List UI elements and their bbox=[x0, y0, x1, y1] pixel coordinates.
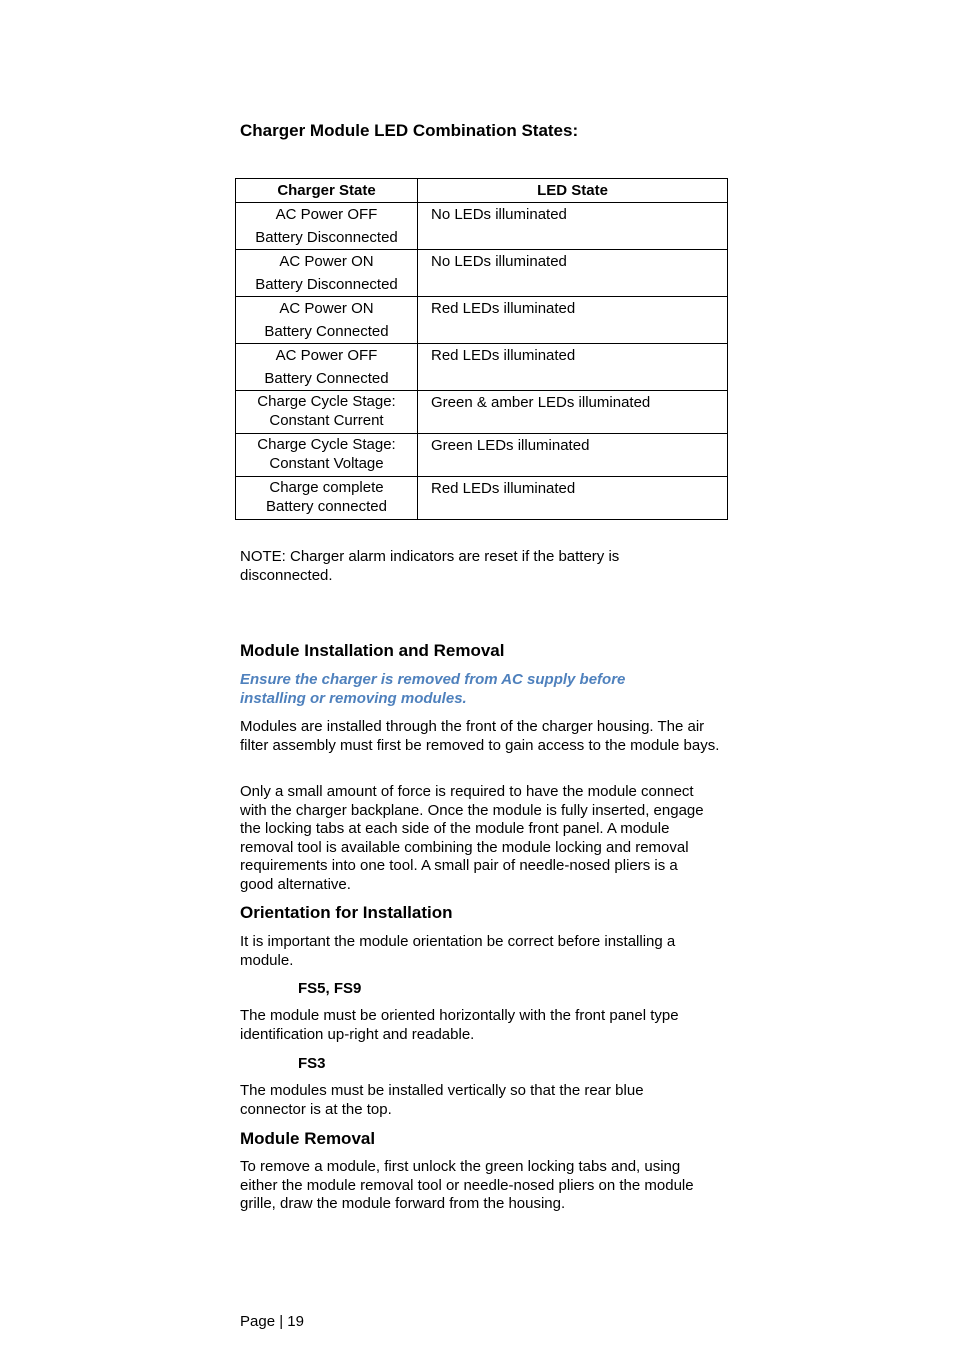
install-paragraph-1: Modules are installed through the front of the charger housing. The air filter assembly must first be removed to gain access to the module bays. bbox=[240, 718, 720, 754]
removal-text: To remove a module, first unlock the green locking tabs and, using either the module removal tool or needle-nosed pliers on the module grille, draw the module forward from the housing. bbox=[240, 1158, 694, 1212]
model-fs5-fs9-text: The module must be oriented horizontally with the front panel type identification up-right and readable. bbox=[240, 1007, 679, 1043]
model-fs5-fs9: FS5, FS9 bbox=[298, 980, 362, 997]
col-header-charger-state: Charger State bbox=[236, 179, 418, 203]
page-number: Page | 19 bbox=[240, 1313, 304, 1330]
install-paragraph-2: Only a small amount of force is required to have the module connect with the charger backplane. Once the module is fully inserted, engage the locking tabs at each side of the module front panel. A module removal tool is available combining the module locking and removal requirements into one tool. A small pair of needle-nosed pliers is a good alternative. bbox=[240, 783, 704, 893]
table-row: AC Power OFF Battery Disconnected No LEDs illuminated bbox=[236, 203, 728, 250]
battery-note: NOTE: Charger alarm indicators are reset if the battery is disconnected. bbox=[240, 548, 620, 584]
model-fs3-text: The modules must be installed vertically so that the rear blue connector is at the top. bbox=[240, 1082, 644, 1118]
table-row: Charge complete Battery connected Red LEDs illuminated bbox=[236, 477, 728, 520]
led-state-table bbox=[235, 178, 728, 520]
ac-supply-warning: Ensure the charger is removed from AC supply before installing or removing modules. bbox=[240, 671, 626, 707]
orientation-heading: Orientation for Installation bbox=[240, 903, 453, 922]
removal-heading: Module Removal bbox=[240, 1129, 376, 1148]
led-states-heading: Charger Module LED Combination States: bbox=[240, 121, 579, 140]
table-row: AC Power ON Battery Connected Red LEDs illuminated bbox=[236, 297, 728, 344]
model-fs3: FS3 bbox=[298, 1055, 326, 1072]
col-header-led-state: LED State bbox=[418, 179, 728, 203]
table-row: Charge Cycle Stage: Constant Voltage Green LEDs illuminated bbox=[236, 434, 728, 477]
orientation-intro: It is important the module orientation be correct before installing a module. bbox=[240, 933, 676, 969]
table-row: Charge Cycle Stage: Constant Current Green & amber LEDs illuminated bbox=[236, 391, 728, 434]
table-row: AC Power ON Battery Disconnected No LEDs illuminated bbox=[236, 250, 728, 297]
install-heading: Module Installation and Removal bbox=[240, 641, 505, 660]
table-row: AC Power OFF Battery Connected Red LEDs illuminated bbox=[236, 344, 728, 391]
